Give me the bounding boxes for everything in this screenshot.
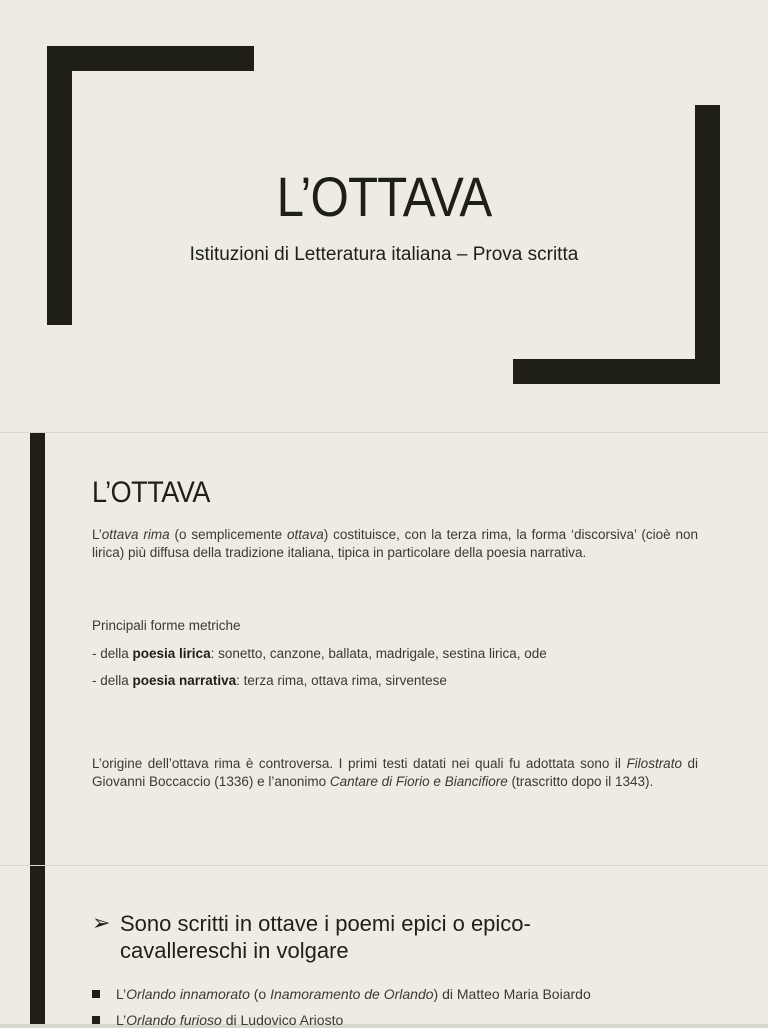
italic-term: Filostrato [626, 756, 682, 771]
accent-bar [30, 433, 45, 865]
bold-term: poesia narrativa [132, 673, 237, 688]
text-run: L’ [116, 1012, 127, 1028]
forms-heading: Principali forme metriche [92, 618, 241, 633]
bracket-top-left-horizontal [47, 46, 254, 71]
slide-title: L’OTTAVA [276, 165, 492, 228]
italic-term: Orlando furioso [126, 1012, 222, 1028]
accent-bar [30, 866, 45, 1024]
italic-term: Inamoramento de Orlando [270, 986, 434, 1002]
bold-term: poesia lirica [132, 646, 211, 661]
square-bullet-icon [92, 990, 100, 998]
bullet-heading: Sono scritti in ottave i poemi epici o epico-cavallereschi in volgare [120, 911, 531, 963]
text-run: L’ [116, 986, 127, 1002]
text-run: - della [92, 646, 133, 661]
slide-subtitle: Istituzioni di Letteratura italiana – Prova scritta [189, 244, 579, 265]
text-run: di Giovanni Boccaccio (1336) e l’anonimo [92, 756, 698, 789]
text-run: di Ludovico Ariosto [221, 1012, 344, 1028]
origin-paragraph [92, 755, 698, 791]
text-run: - della [92, 673, 133, 688]
text-run: L’origine dell’ottava rima è controversa. I primi testi datati nei quali fu adottata sono il [92, 756, 627, 771]
intro-paragraph [92, 526, 698, 562]
italic-term: ottava rima [101, 527, 170, 542]
italic-term: Cantare di Fiorio e Biancifiore [329, 774, 508, 789]
title-slide [0, 0, 768, 432]
list-item [92, 986, 591, 1002]
text-run: (o semplicemente [169, 527, 287, 542]
text-run: (o [249, 986, 271, 1002]
section-title: L’OTTAVA [92, 476, 210, 509]
italic-term: ottava [286, 527, 324, 542]
lirica-line [92, 646, 547, 661]
italic-term: Orlando innamorato [126, 986, 250, 1002]
text-run: ) costituisce, con la terza rima, la forma ‘discorsiva’ (cioè non lirica) più diffusa della tradizione italiana, tipica in particolare della poesia narrativa. [92, 527, 698, 560]
list-item [92, 1012, 343, 1028]
bracket-bottom-right-horizontal [513, 359, 720, 384]
arrow-bullet-icon: ➢ [92, 910, 111, 935]
text-run: : sonetto, canzone, ballata, madrigale, sestina lirica, ode [210, 646, 547, 661]
text-run: ) di Matteo Maria Boiardo [433, 986, 591, 1002]
square-bullet-icon [92, 1016, 100, 1024]
text-run: L’ [92, 527, 102, 542]
text-run: : terza rima, ottava rima, sirventese [236, 673, 447, 688]
narrativa-line [92, 673, 447, 688]
text-run: (trascritto dopo il 1343). [507, 774, 654, 789]
